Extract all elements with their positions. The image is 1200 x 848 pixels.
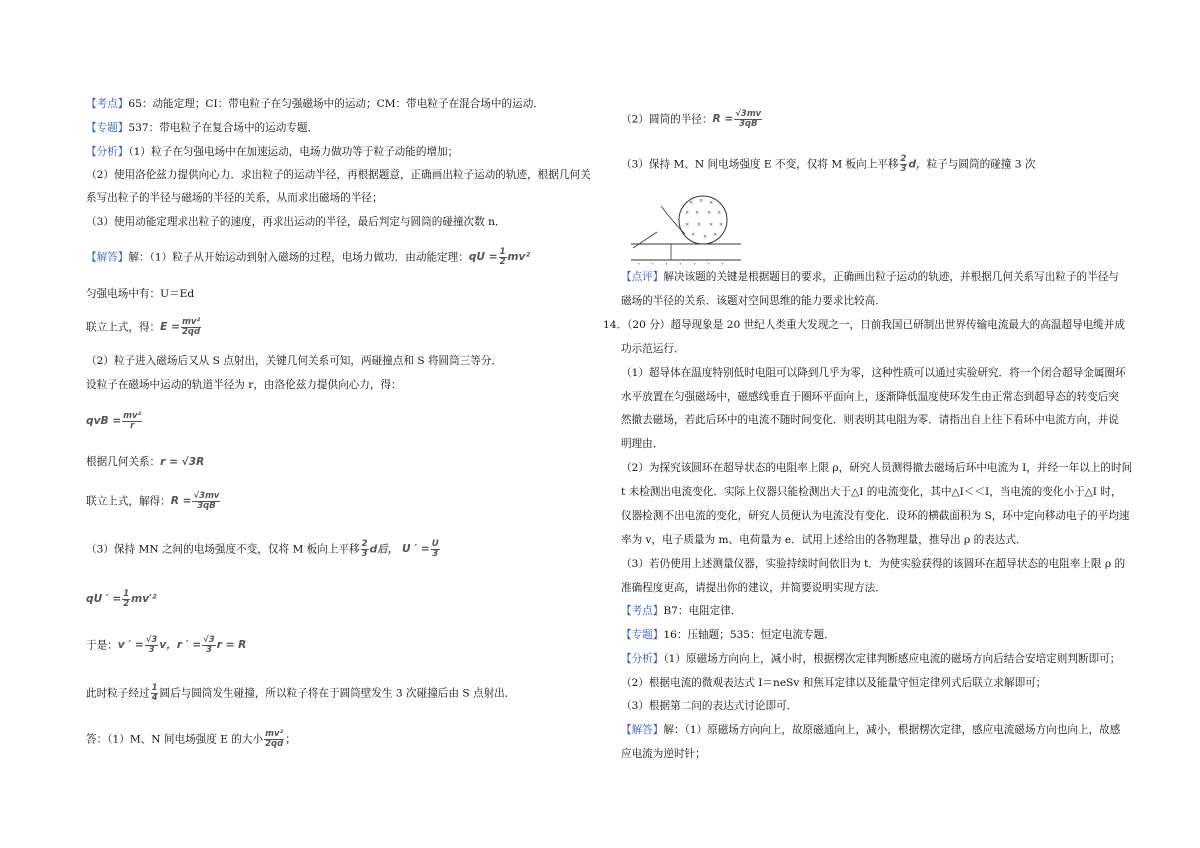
fenxi-3: （3）使用动能定理求出粒子的速度，再求出运动的半径，最后判定与圆筒的碰撞次数 n． (86, 216, 506, 228)
p2-1: （2）粒子进入磁场后又从 S 点射出，关键几何关系可知，两碰撞点和 S 将圆筒三等分． (86, 355, 503, 367)
pingjia-line: 【点评】解决该题的关键是根据题目的要求，正确画出粒子运动的轨迹，并根据几何关系写出粒子的半径与 (621, 271, 1119, 283)
svg-text:+: + (679, 262, 682, 266)
fenxi-line (86, 145, 458, 159)
q14-p2-1: （2）为探究该圆环在超导状态的电阻率上限 ρ，研究人员测得撤去磁场后环中电流为 I，并经一年以上的时间 (621, 462, 1133, 474)
fenxi2-line: 【分析】（1）原磁场方向向上，减小时，根据楞次定律判断感应电流的磁场方向后结合安培定则判断即可； (621, 653, 1121, 665)
kaodian2-line: 【考点】B7：电阻定律． (621, 605, 742, 617)
jieda2-2: 应电流为逆时针； (621, 748, 706, 760)
svg-text:×: × (689, 200, 694, 206)
magnetic-field-diagram (627, 186, 745, 266)
fenxi-2a: （2）使用洛伦兹力提供向心力．求出粒子的运动半径，再根据题意，正确画出粒子运动的轨迹，根据几何关 (86, 169, 591, 181)
q14-p2-3: 仪器检测不出电流的变化，研究人员便认为电流没有变化．设环的横截面积为 S，环中定向移动电子的平均速 (621, 510, 1130, 522)
q14-p2-2: t 未检测出电流变化．实际上仪器只能检测出大于△I 的电流变化，其中△I＜＜I，当电流的变化小于△I 时， (621, 486, 1122, 498)
svg-text:×: × (703, 234, 708, 240)
jieda-1: 解：（1）粒子从开始运动到射入磁场的过程，电场力做功．由动能定理： (128, 251, 469, 264)
zhuanti2-line: 【专题】16：压轴题；535：恒定电流专题． (621, 629, 835, 641)
solve-1-line: 联立上式，得：E = $\frac{\text{mv²}}{2qd}$ (86, 317, 201, 337)
q14-p2-4: 率为 v，电子质量为 m、电荷量为 e．试用上述给出的各物理量，推导出 ρ 的表达式． (621, 534, 1027, 546)
svg-text:×: × (685, 222, 690, 228)
svg-text:+: + (721, 262, 724, 266)
svg-text:+: + (665, 262, 668, 266)
jieda-tag: 【解答】 (86, 251, 129, 264)
uniform-field: 匀强电场中有：U＝Ed (86, 288, 195, 300)
svg-text:+: + (651, 262, 654, 266)
q14-p3-1: （3）若仍使用上述测量仪器，实验持续时间依旧为 t．为使实验获得的该圆环在超导状态的电阻率上限 ρ 的 (621, 558, 1126, 570)
fenxi-2b: 系写出粒子的半径与磁场的半径的关系，从而求出磁场的半径； (86, 192, 383, 204)
eq4: r = √3R (160, 456, 205, 468)
zhuanti-text: 537：带电粒子在复合场中的运动专题． (128, 122, 319, 134)
svg-text:+: + (707, 262, 710, 266)
zhuanti-tag: 【专题】 (86, 122, 129, 134)
svg-text:×: × (691, 232, 696, 238)
p3-1-line: （3）保持 MN 之间的电场强度不变，仅将 M 板向上平移 $\frac{2}{3}$ d后， U ′ = $\frac{U}{3}$ (86, 539, 439, 559)
svg-text:×: × (699, 198, 704, 204)
ans2-line: （2）圆筒的半径：R = $\frac{√3mv}{3qB}$ (621, 109, 762, 129)
fenxi-1: （1）粒子在匀强电场中在加速运动，电场力做功等于粒子动能的增加； (128, 146, 459, 158)
svg-text:×: × (717, 210, 722, 216)
svg-text:×: × (697, 222, 702, 228)
jieda-line (86, 248, 530, 267)
p3-2-line: 此时粒子经过 $\frac{1}{4}$ 圆后与圆筒发生碰撞，所以粒子将在于圆筒壁发生 3 次碰撞后由 S 点射出． (86, 683, 516, 703)
q14-p3-2: 准确程度更高，请提出你的建议，并简要说明实现方法． (621, 582, 886, 594)
eq1: qU = $\frac{1}{2}$ mv² (468, 247, 531, 267)
fenxi2-3: （3）根据第二问的表达式讨论即可． (621, 700, 798, 712)
p2-2: 设粒子在磁场中运动的轨道半径为 r，由洛伦兹力提供向心力，得： (86, 379, 402, 391)
q14-1: 14．（20 分）超导现象是 20 世纪人类重大发现之一，日前我国已研制出世界传输电流最大的高温超导电缆并成 (603, 319, 1125, 331)
svg-text:×: × (713, 232, 718, 238)
p3-frac: $\frac{2}{3}$ (361, 539, 368, 559)
svg-text:+: + (637, 262, 640, 266)
svg-text:×: × (707, 210, 712, 216)
svg-text:+: + (693, 262, 696, 266)
svg-text:×: × (685, 210, 690, 216)
svg-text:×: × (719, 222, 724, 228)
q14-2: 功示范运行． (621, 343, 685, 355)
q14-p1-1: （1）超导体在温度特别低时电阻可以降到几乎为零，这种性质可以通过实验研究．将一个闭合超导金属圈环 (621, 367, 1126, 379)
ans3-line: （3）保持 M、N 间电场强度 E 不变，仅将 M 板向上平移 $\frac{2}{3}$ d，粒子与圆筒的碰撞 3 次 (621, 154, 1036, 174)
eq8: v ′ = $\frac{√3}{3}$ v，r ′ = $\frac{√3}{3}$ r = R (117, 635, 247, 655)
q14-p1-4: 明理由． (621, 438, 664, 450)
eq2: E = $\frac{\text{mv²}}{2qd}$ (160, 317, 201, 337)
fenxi2-2: （2）根据电流的微观表达式 I＝neSv 和焦耳定律以及能量守恒定律列式后联立求解即可； (621, 677, 1047, 689)
svg-text:×: × (709, 222, 714, 228)
q14-p1-3: 然撤去磁场，若此后环中的电流不随时间变化．则表明其电阻为零．请指出自上往下看环中电流方向，并说 (621, 414, 1119, 426)
eq5: R = $\frac{√3mv}{3qB}$ (170, 491, 220, 511)
svg-text:×: × (709, 200, 714, 206)
answer-line: 答：（1）M、N 间电场强度 E 的大小 $\frac{\text{mv²}}{2qd}$ ； (86, 729, 296, 749)
geom-line: 根据几何关系：r = √3R (86, 456, 205, 468)
kaodian-text: 65：动能定理；CI：带电粒子在匀强磁场中的运动；CM：带电粒子在混合场中的运动． (128, 98, 544, 110)
eq7: qU ′ = $\frac{1}{2}$ mv′² (86, 589, 157, 609)
zhuanti-line (86, 121, 318, 135)
eq6: U ′ = $\frac{U}{3}$ (402, 539, 439, 559)
kaodian-tag: 【考点】 (86, 98, 129, 110)
pingjia-2: 磁场的半径的关系．该题对空间思维的能力要求比较高． (621, 295, 886, 307)
kaodian-line (86, 97, 544, 111)
svg-text:×: × (695, 210, 700, 216)
jieda2-line: 【解答】解：（1）原磁场方向向上，故原磁通向上，减小，根据楞次定律，感应电流磁场方向也向上，故感 (621, 724, 1121, 736)
q14-p1-2: 水平放置在匀强磁场中，磁感线垂直于圈环平面向上，逐渐降低温度使环发生由正常态到超导态的转变后突 (621, 391, 1119, 403)
eq3: qvB = $\frac{\text{mv²}}{r}$ (86, 411, 142, 431)
solve-2-line: 联立上式，解得：R = $\frac{√3mv}{3qB}$ (86, 491, 220, 511)
eq8-line: 于是：v ′ = $\frac{√3}{3}$ v，r ′ = $\frac{√3}{3}$ r = R (86, 635, 247, 655)
fenxi-tag: 【分析】 (86, 146, 129, 158)
